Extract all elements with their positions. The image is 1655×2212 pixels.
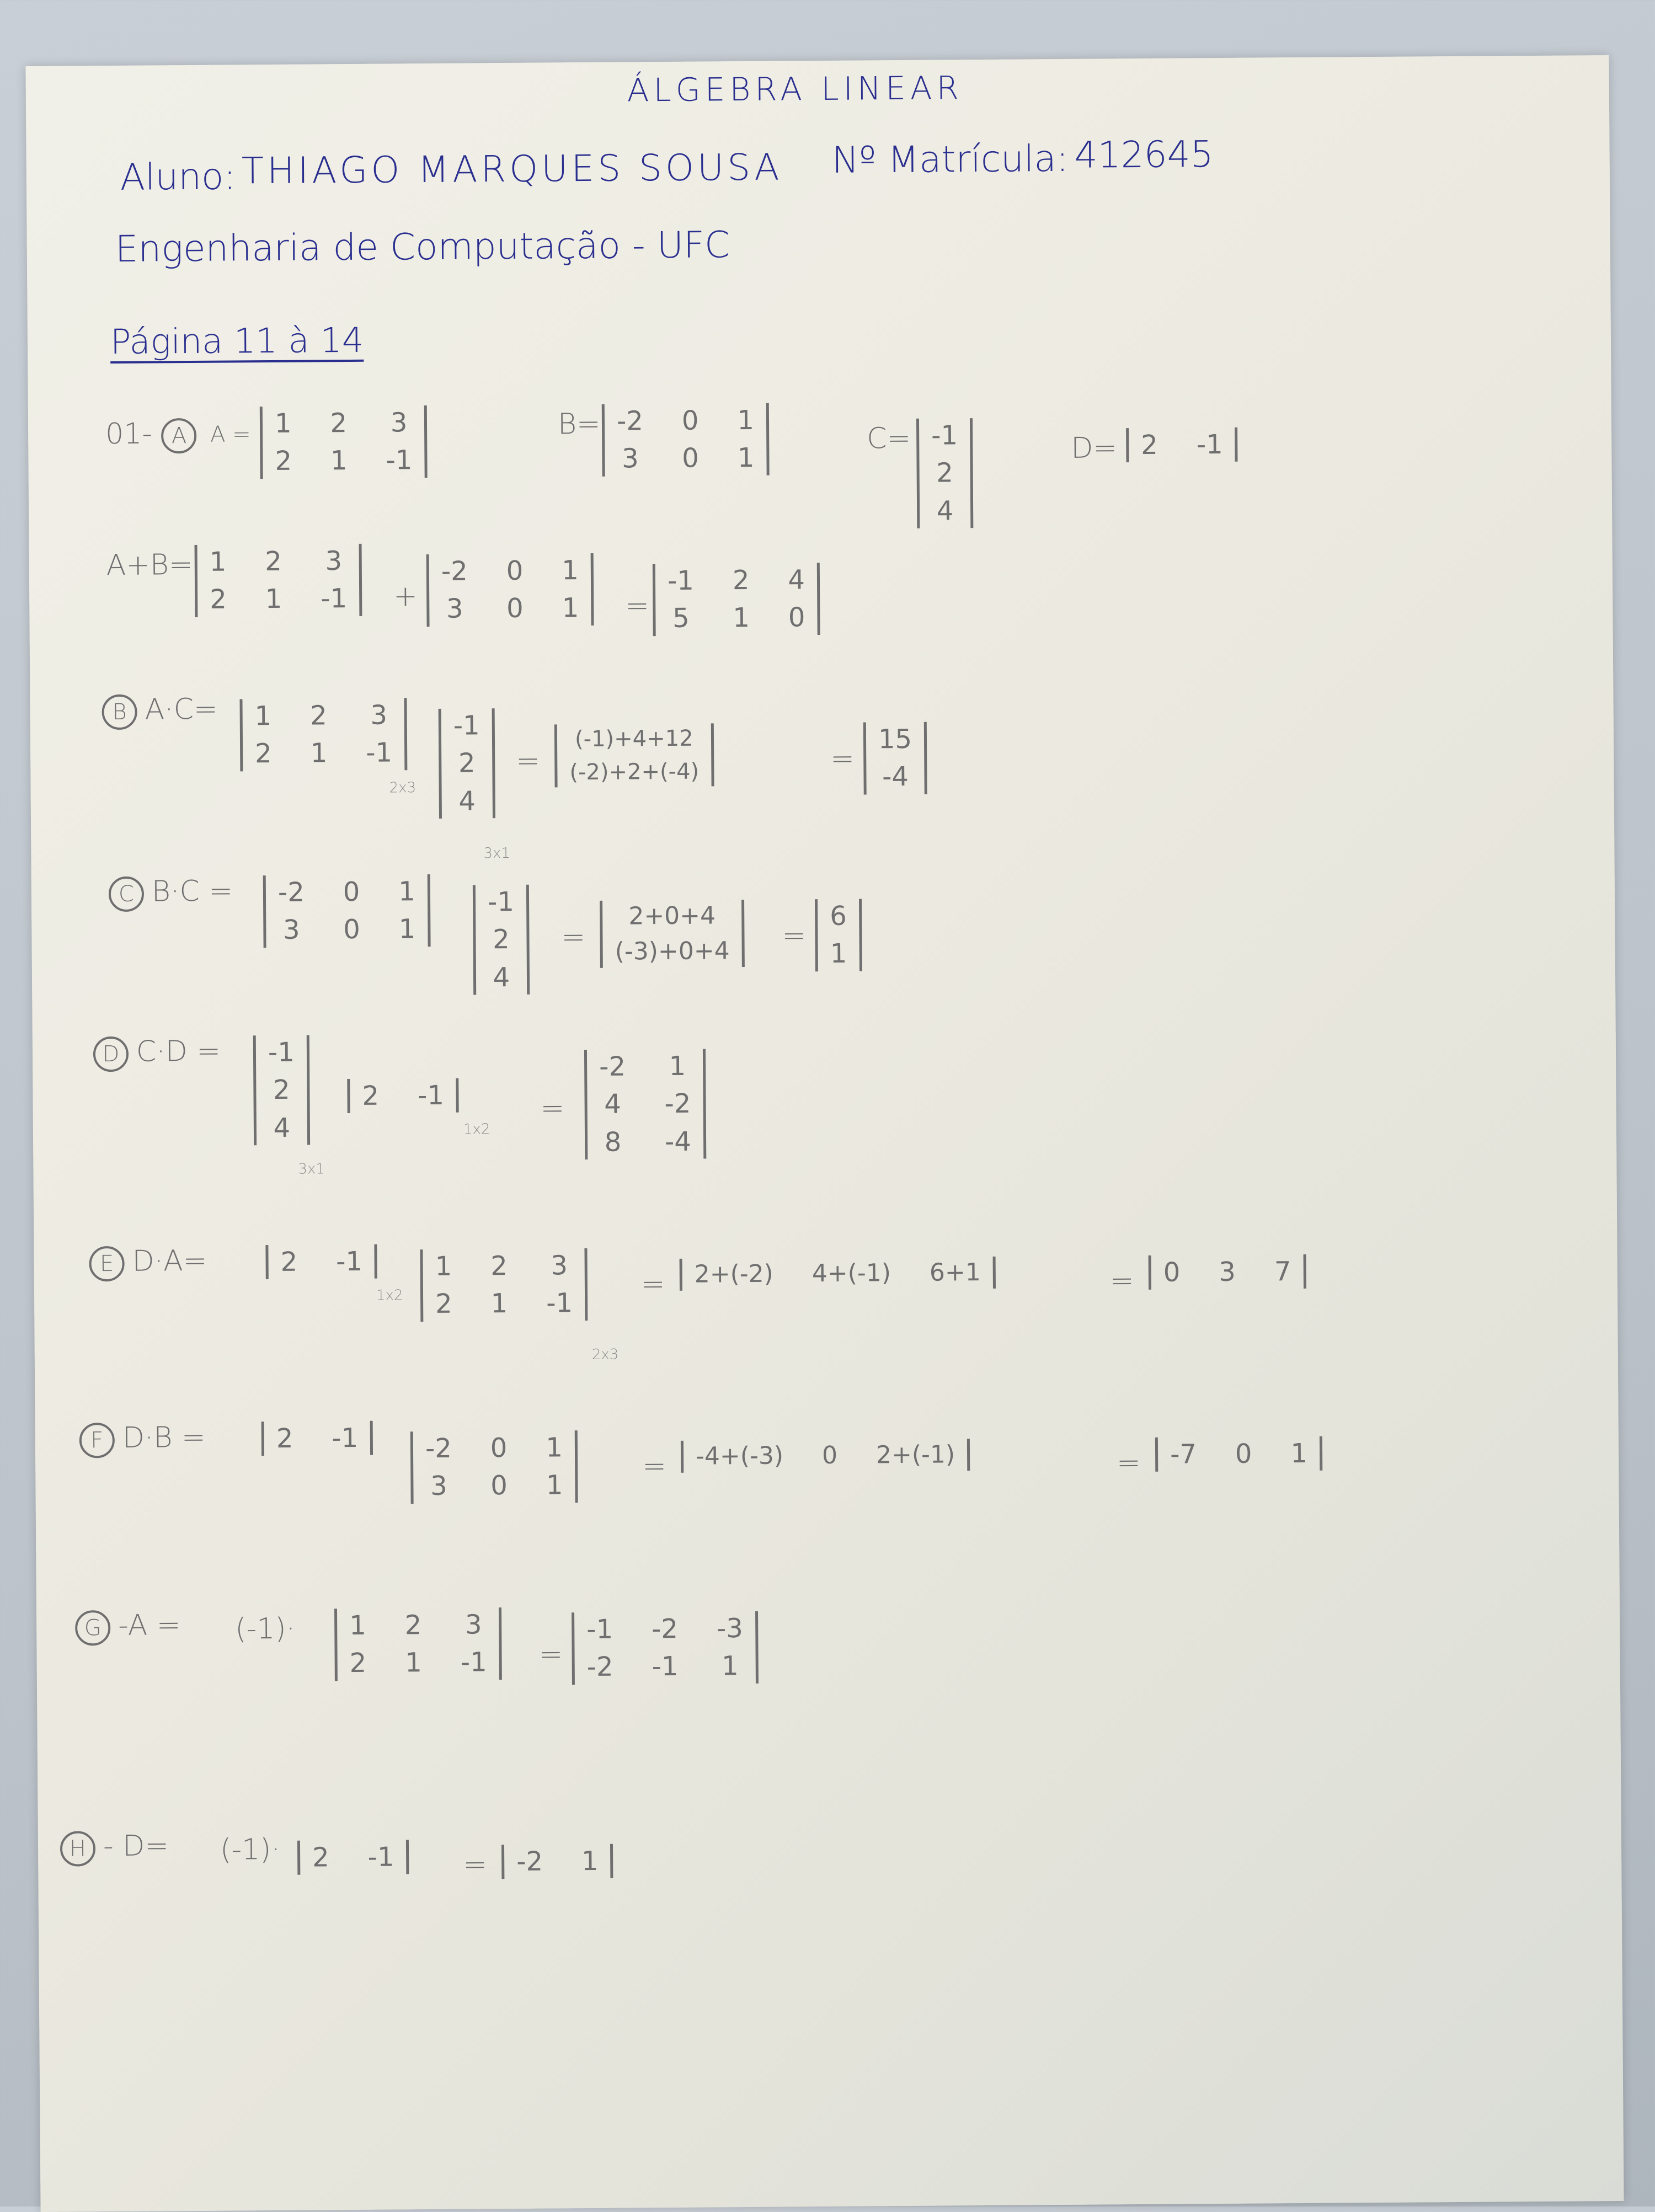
matrix-cell: 4: [458, 786, 476, 817]
matrix-c: [916, 418, 973, 528]
matrix-cell: 2: [458, 747, 476, 779]
item-f-equals-2: =: [1116, 1446, 1141, 1480]
matrix-cell: 3: [551, 1250, 568, 1281]
matrix-cell: 4: [273, 1112, 291, 1144]
item-f-matrix-d: [261, 1421, 373, 1456]
item-c-result: [815, 899, 862, 971]
matrix-cell: 2: [280, 1246, 298, 1278]
matrix-cell: 2: [732, 564, 750, 596]
matrix-cell: 2: [310, 700, 327, 731]
item-g-matrix-a: [334, 1607, 502, 1681]
matrix-cell: 1: [733, 602, 750, 634]
item-h-equals: =: [463, 1848, 488, 1882]
matrix-cell: 2: [273, 1075, 290, 1106]
matrix-cell: 3: [1219, 1256, 1236, 1288]
matrix-cell: -2: [277, 877, 305, 908]
item-f-text: D·B =: [122, 1420, 206, 1455]
matrix-cell: -2: [441, 555, 468, 587]
matrix-cell: 2: [404, 1610, 422, 1641]
item-e-equals-1: =: [640, 1268, 665, 1301]
matrix-cell: -1: [332, 1422, 359, 1454]
matrix-cell: 2: [490, 1251, 508, 1282]
matrix-cell: 1: [398, 876, 416, 907]
matrix-d-label: D=: [1071, 431, 1118, 465]
item-d-equals: =: [540, 1092, 565, 1125]
matrix-cell: -3: [716, 1613, 744, 1644]
matrix-cell: 3: [621, 443, 639, 474]
matrix-cell: 1: [274, 408, 292, 439]
item-b-equals-1: =: [516, 744, 541, 778]
item-h-label: [60, 1830, 169, 1866]
matrix-cell: 1: [581, 1845, 599, 1877]
matrix-cell: 0: [506, 555, 524, 587]
matrix-d: [1126, 428, 1238, 463]
matrix-cell: 1: [546, 1432, 563, 1463]
matrix-cell: 1: [398, 913, 416, 945]
matrix-cell: 2: [312, 1842, 329, 1873]
matrix-b-label: B=: [557, 407, 601, 441]
sum-ab-result: [653, 563, 820, 636]
item-h-scalar: (-1)·: [220, 1832, 281, 1867]
item-b-label: [102, 694, 217, 730]
item-c-text: B·C =: [151, 874, 233, 909]
item-c-label: [109, 875, 233, 912]
plus-sign: +: [393, 580, 418, 613]
matrix-cell: -2: [516, 1846, 543, 1877]
matrix-cell: -1: [367, 1841, 394, 1873]
page-title: ÁLGEBRA LINEAR: [627, 69, 964, 109]
matrix-cell: (-1)+4+12: [574, 725, 693, 752]
item-e-dim-d: 1x2: [376, 1287, 403, 1304]
matrix-cell: 1: [830, 938, 847, 970]
matrix-cell: -1: [487, 886, 515, 918]
item-e-text: D·A=: [132, 1244, 207, 1278]
matrix-cell: 1: [490, 1288, 508, 1319]
matrix-cell: 4: [493, 961, 510, 993]
matrix-cell: 0: [682, 442, 700, 474]
matrix-cell: 6+1: [929, 1258, 981, 1287]
matrix-cell: 2: [275, 446, 292, 477]
item-b-equals-2: =: [830, 742, 855, 776]
item-b-expanded: [554, 723, 714, 787]
item-e-dim-a: 2x3: [591, 1346, 619, 1363]
item-f-expanded: [681, 1439, 970, 1473]
matrix-cell: -1: [335, 1246, 363, 1278]
item-d-result: [584, 1049, 706, 1160]
matrix-b: [602, 403, 770, 477]
matrix-cell: 1: [330, 445, 348, 477]
matrix-cell: (-3)+0+4: [615, 937, 730, 966]
matrix-cell: -2: [664, 1088, 691, 1120]
item-d-dim-c: 3x1: [298, 1161, 325, 1178]
item-b-text: A·C=: [145, 692, 218, 726]
item-f-label: [79, 1422, 206, 1458]
item-e-result: [1149, 1254, 1306, 1290]
matrix-cell: -1: [386, 445, 413, 476]
matrix-cell: (-2)+2+(-4): [569, 758, 700, 786]
matrix-cell: 3: [370, 699, 388, 731]
student-name: THIAGO MARQUES SOUSA: [241, 146, 783, 193]
exercise-number: [105, 418, 205, 454]
matrix-cell: 15: [878, 723, 912, 755]
matrix-a: [260, 405, 428, 479]
paper-sheet: [25, 55, 1624, 2212]
matrix-cell: 1: [737, 442, 755, 474]
matrix-cell: -1: [652, 1651, 679, 1682]
item-b-dim-a: 2x3: [389, 779, 417, 797]
matrix-cell: -1: [667, 565, 695, 596]
matrix-cell: 3: [446, 593, 463, 625]
matrix-cell: 4: [788, 564, 805, 596]
matrix-cell: 2: [492, 924, 510, 955]
matrix-cell: 2: [362, 1080, 380, 1112]
matrix-cell: 1: [349, 1610, 366, 1642]
matrix-cell: 4+(-1): [812, 1259, 891, 1288]
item-e-marker: E: [89, 1246, 124, 1281]
matrix-cell: 1: [435, 1251, 452, 1282]
matrix-cell: 1: [254, 700, 272, 732]
matrix-cell: 1: [562, 592, 579, 624]
matrix-cell: 0: [343, 914, 360, 945]
exercise-number-text: 01-: [105, 417, 153, 451]
equals-sign: =: [625, 589, 650, 623]
matrix-cell: -2: [586, 1652, 613, 1683]
matrix-cell: 5: [672, 603, 690, 634]
matrix-cell: 2: [330, 408, 348, 439]
item-d-marker: D: [93, 1036, 129, 1072]
item-h-text: - D=: [103, 1829, 169, 1863]
item-f-result: [1155, 1436, 1322, 1472]
matrix-cell: 1: [737, 404, 755, 436]
item-e-matrix-d: [265, 1244, 377, 1280]
matrix-cell: 2: [1141, 429, 1158, 461]
matrix-cell: 2: [276, 1423, 293, 1454]
item-e-label: [89, 1246, 207, 1281]
matrix-cell: 3: [390, 407, 408, 439]
matrix-cell: 2: [435, 1289, 452, 1320]
matrix-cell: -2: [616, 405, 644, 437]
item-b-marker: B: [102, 694, 137, 730]
item-b-result: [863, 722, 927, 795]
matrix-cell: -2: [425, 1433, 452, 1465]
matrix-cell: 7: [1274, 1256, 1291, 1287]
matrix-cell: 0: [1235, 1438, 1252, 1470]
matrix-a-label: A =: [210, 421, 251, 447]
item-b-dim-c: 3x1: [483, 845, 511, 862]
matrix-cell: 1: [265, 584, 282, 615]
item-c-equals-2: =: [782, 919, 807, 953]
matrix-cell: 0: [788, 602, 805, 633]
matrix-cell: -1: [460, 1647, 487, 1679]
sum-ab-matrix-a: [195, 544, 362, 617]
matrix-cell: 0: [490, 1470, 508, 1502]
matrix-cell: 0: [490, 1433, 508, 1464]
item-g-label: [75, 1610, 181, 1645]
matrix-cell: 2+0+4: [628, 901, 716, 931]
matrix-cell: 3: [282, 915, 300, 946]
item-a-marker: A: [161, 418, 196, 453]
matricula-label: Nº Matrícula:: [831, 137, 1069, 181]
student-label: Aluno:: [120, 155, 236, 199]
matricula-value: 412645: [1074, 133, 1214, 177]
item-f-matrix-b: [410, 1430, 578, 1504]
matrix-cell: 0: [821, 1441, 838, 1470]
matrix-cell: 2: [265, 546, 282, 578]
matrix-cell: 0: [1163, 1257, 1181, 1288]
item-b-matrix-a: [239, 698, 407, 771]
matrix-cell: 1: [209, 546, 227, 578]
item-f-marker: F: [79, 1423, 115, 1458]
item-g-scalar: (-1)·: [235, 1612, 296, 1646]
matrix-cell: 3: [325, 546, 343, 577]
item-d-dim-d: 1x2: [463, 1121, 490, 1138]
matrix-cell: 3: [465, 1609, 482, 1641]
matrix-cell: 1: [562, 555, 579, 586]
matrix-cell: -1: [417, 1080, 445, 1112]
sum-ab-matrix-b: [426, 553, 594, 627]
matrix-cell: 2: [210, 584, 227, 616]
matrix-cell: -1: [931, 420, 958, 451]
matrix-cell: 2+(-2): [694, 1259, 774, 1289]
sum-ab-label: A+B=: [106, 548, 193, 583]
item-g-text: -A =: [118, 1609, 181, 1642]
item-d-label: [93, 1036, 221, 1072]
matrix-cell: -4: [882, 761, 909, 793]
matrix-cell: 1: [405, 1647, 422, 1679]
matrix-c-label: C=: [866, 421, 911, 456]
matrix-cell: 2: [349, 1648, 367, 1679]
item-h-result: [501, 1844, 613, 1879]
matrix-cell: 2: [936, 457, 954, 489]
matrix-cell: 0: [506, 593, 524, 624]
item-d-matrix-d: [347, 1078, 459, 1114]
matrix-cell: -1: [1196, 429, 1223, 461]
item-g-result: [572, 1611, 758, 1685]
item-c-marker: C: [109, 877, 144, 912]
matrix-cell: -1: [268, 1036, 295, 1068]
item-c-matrix-c: [473, 885, 530, 995]
matrix-cell: -1: [321, 583, 348, 615]
matrix-cell: -1: [366, 737, 393, 769]
item-b-matrix-c: [439, 708, 495, 819]
item-c-matrix-b: [263, 874, 431, 948]
matrix-cell: -1: [453, 710, 480, 741]
matrix-cell: 2: [254, 738, 272, 770]
matrix-cell: 0: [681, 405, 699, 436]
matrix-cell: 1: [546, 1470, 563, 1501]
item-e-matrix-a: [420, 1248, 588, 1322]
matrix-cell: 1: [1290, 1438, 1308, 1470]
matrix-cell: 3: [430, 1471, 447, 1502]
matrix-cell: 1: [721, 1650, 739, 1682]
item-f-equals-1: =: [642, 1450, 666, 1483]
matrix-cell: 8: [604, 1126, 622, 1158]
course-line: Engenharia de Computação - UFC: [115, 223, 730, 270]
item-h-marker: H: [60, 1831, 95, 1866]
matrix-cell: -7: [1170, 1439, 1197, 1470]
matrix-cell: -2: [651, 1613, 679, 1645]
item-e-equals-2: =: [1109, 1264, 1134, 1298]
matrix-cell: 4: [604, 1088, 622, 1120]
matrix-cell: -4: [664, 1126, 692, 1157]
section-title: Página 11 à 14: [110, 319, 364, 362]
matrix-cell: -4+(-3): [695, 1441, 784, 1471]
matrix-cell: 1: [669, 1050, 686, 1082]
item-d-text: C·D =: [136, 1034, 221, 1068]
matrix-cell: -1: [586, 1613, 613, 1645]
matrix-cell: -1: [546, 1287, 573, 1319]
matrix-cell: 0: [343, 876, 360, 908]
matrix-cell: 1: [310, 738, 328, 769]
item-d-matrix-c: [253, 1035, 310, 1146]
item-c-expanded: [600, 900, 745, 968]
item-c-equals-1: =: [561, 921, 586, 954]
matrix-cell: 6: [830, 900, 847, 932]
item-e-expanded: [680, 1257, 996, 1291]
item-g-marker: G: [75, 1610, 110, 1645]
item-g-equals: =: [538, 1638, 563, 1671]
matrix-cell: 2+(-1): [875, 1440, 955, 1470]
matrix-cell: 4: [936, 495, 954, 527]
item-h-matrix-d: [297, 1840, 409, 1875]
matrix-cell: -2: [599, 1051, 626, 1082]
